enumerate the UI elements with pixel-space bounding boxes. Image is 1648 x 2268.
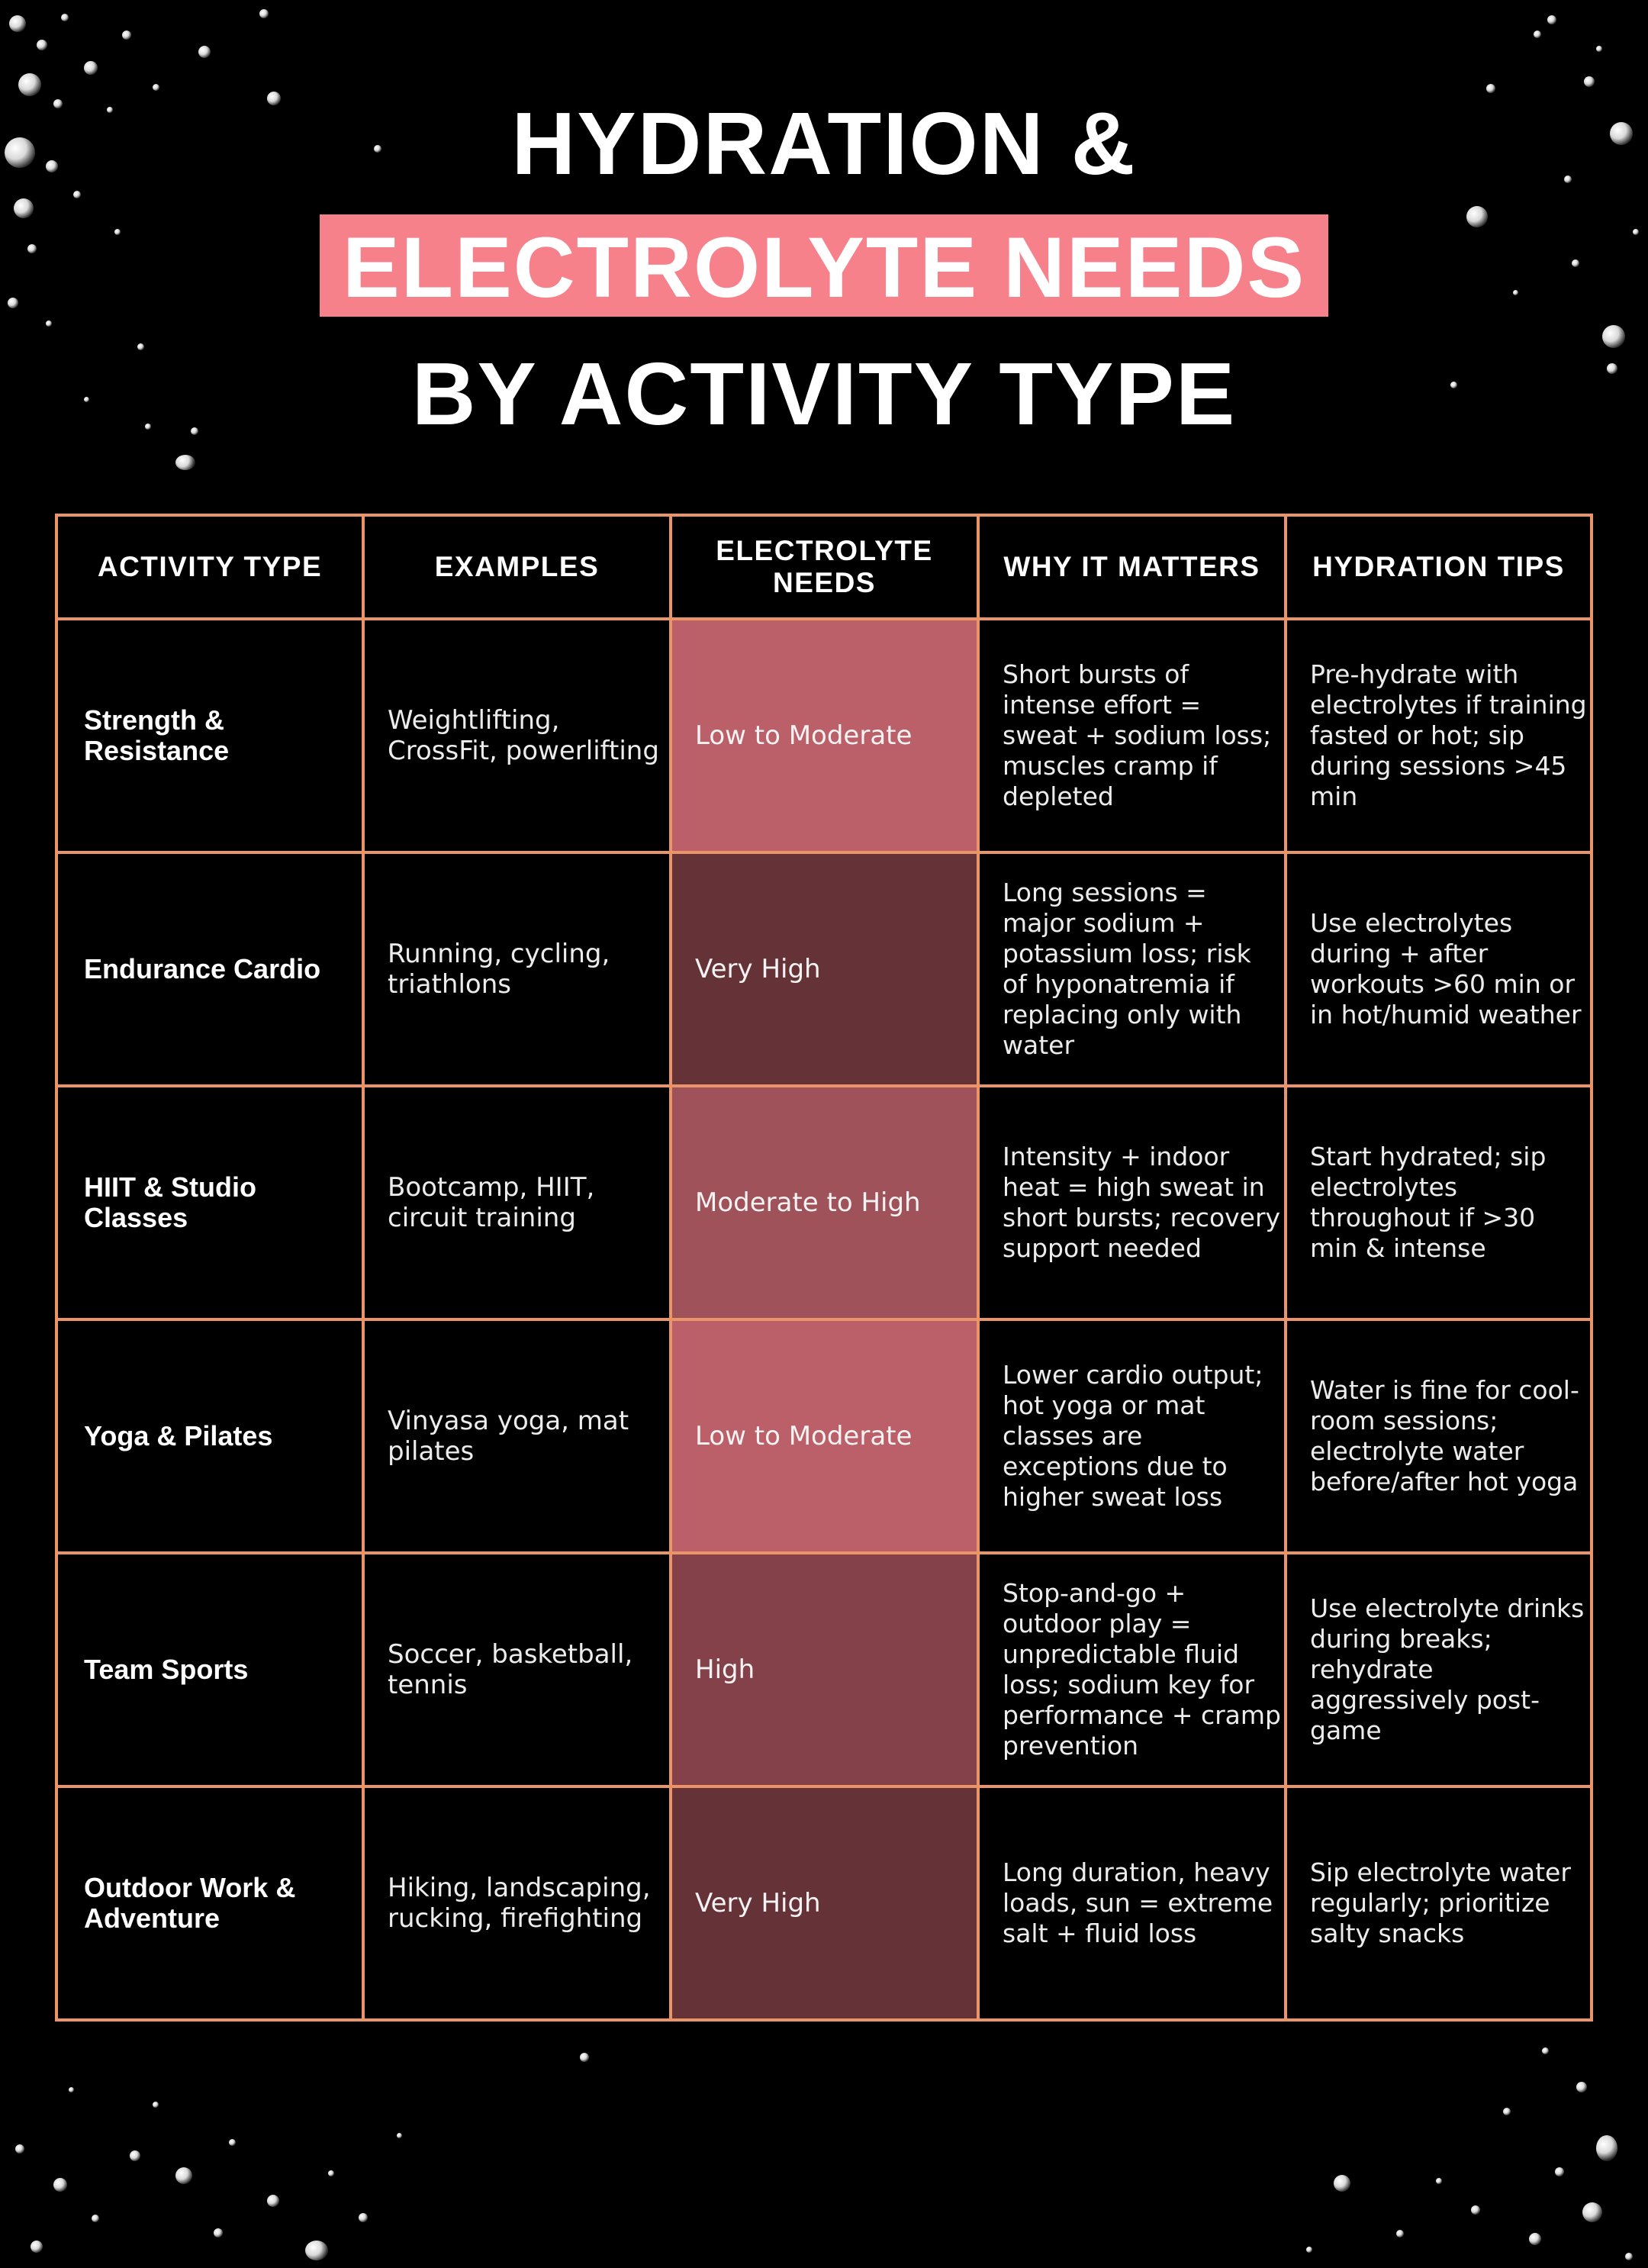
why-it-matters-cell: Lower cardio output; hot yoga or mat classes are exceptions due to higher sweat loss [980,1321,1287,1554]
header-hydration-tips: HYDRATION TIPS [1287,517,1590,620]
hydration-tips-cell: Start hydrated; sip electrolytes throughout if >30 min & intense [1287,1087,1590,1321]
electrolyte-needs-cell: Low to Moderate [672,620,980,854]
activity-type-cell: HIIT & Studio Classes [58,1087,365,1321]
examples-cell: Bootcamp, HIIT, circuit training [365,1087,672,1321]
title-highlight: ELECTROLYTE NEEDS [320,214,1328,317]
why-it-matters-cell: Stop-and-go + outdoor play = unpredictable fluid loss; sodium key for performance + cramp prevention [980,1554,1287,1788]
header-activity-type: ACTIVITY TYPE [58,517,365,620]
hydration-tips-cell: Pre-hydrate with electrolytes if training fasted or hot; sip during sessions >45 min [1287,620,1590,854]
water-splash-decoration [1251,2016,1648,2268]
examples-cell: Hiking, landscaping, rucking, firefighting [365,1788,672,2018]
examples-cell: Soccer, basketball, tennis [365,1554,672,1788]
electrolyte-needs-cell: High [672,1554,980,1788]
header-electrolyte-needs: ELECTROLYTE NEEDS [672,517,980,620]
water-splash-decoration [0,2039,473,2268]
title-line-1: HYDRATION & [511,94,1137,193]
hydration-tips-cell: Use electrolyte drinks during breaks; rehydrate aggressively post-game [1287,1554,1590,1788]
activity-type-cell: Outdoor Work & Adventure [58,1788,365,2018]
hydration-tips-cell: Use electrolytes during + after workouts >60 min or in hot/humid weather [1287,854,1590,1087]
header-examples: EXAMPLES [365,517,672,620]
examples-cell: Weightlifting, CrossFit, powerlifting [365,620,672,854]
examples-cell: Vinyasa yoga, mat pilates [365,1321,672,1554]
why-it-matters-cell: Long sessions = major sodium + potassium loss; risk of hyponatremia if replacing only with water [980,854,1287,1087]
title-line-3: BY ACTIVITY TYPE [411,344,1237,443]
activity-type-cell: Endurance Cardio [58,854,365,1087]
hydration-tips-cell: Sip electrolyte water regularly; prioritize salty snacks [1310,1857,1571,1948]
electrolyte-needs-cell: Low to Moderate [672,1321,980,1554]
hydration-tips-cell: Water is fine for cool-room sessions; electrolyte water before/after hot yoga [1287,1321,1590,1554]
why-it-matters-cell: Short bursts of intense effort = sweat + sodium loss; muscles cramp if depleted [980,620,1287,854]
header-why-it-matters: WHY IT MATTERS [980,517,1287,620]
electrolyte-needs-cell: Very High [672,1788,980,2018]
page-title [0,94,1648,443]
why-it-matters-cell: Intensity + indoor heat = high sweat in short bursts; recovery support needed [980,1087,1287,1321]
activity-type-cell: Strength & Resistance [58,620,365,854]
activity-type-cell: Yoga & Pilates [58,1321,365,1554]
why-it-matters-cell: Long duration, heavy loads, sun = extreme salt + fluid loss [980,1788,1287,2018]
hydration-table [55,514,1593,2022]
examples-cell: Running, cycling, triathlons [365,854,672,1087]
electrolyte-needs-cell: Very High [672,854,980,1087]
electrolyte-needs-cell: Moderate to High [672,1087,980,1321]
activity-type-cell: Team Sports [58,1554,365,1788]
